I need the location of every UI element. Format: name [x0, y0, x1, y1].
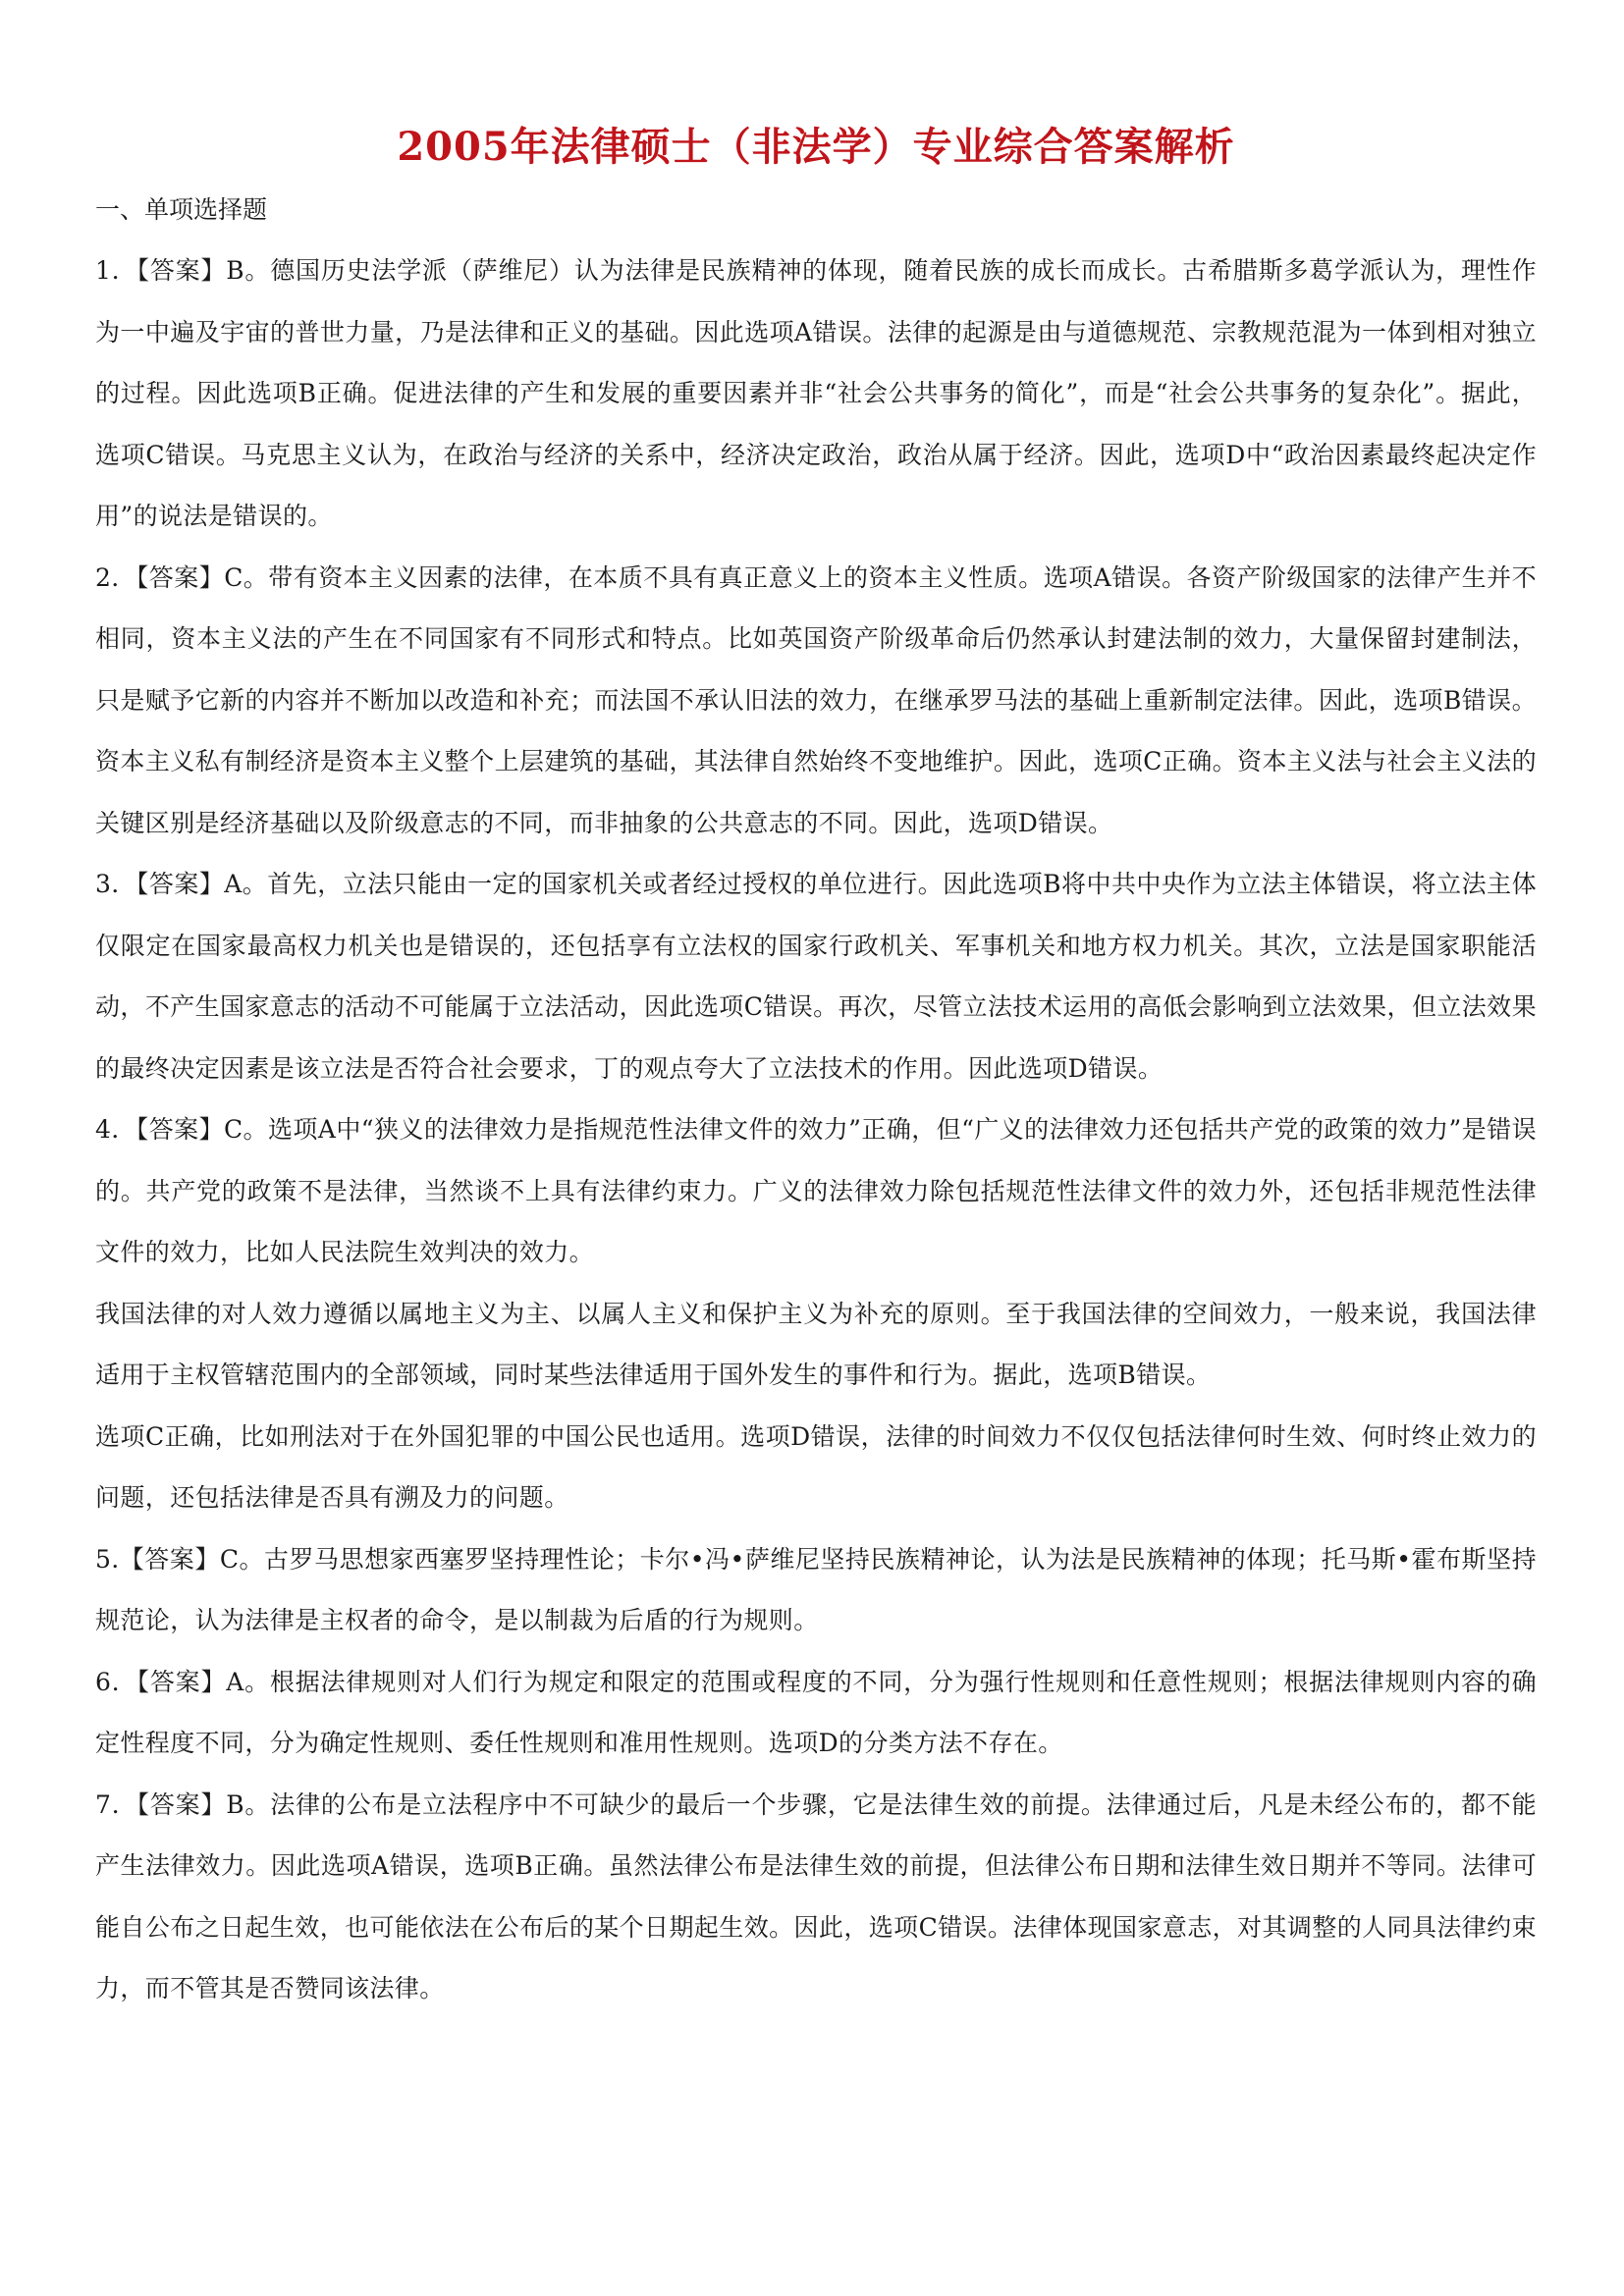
- document-page: [95, 118, 1537, 2020]
- answer-paragraph-4-continued-b: 选项C正确，比如刑法对于在外国犯罪的中国公民也适用。选项D错误，法律的时间效力不仅仅包括法律何时生效、何时终止效力的问题，还包括法律是否具有溯及力的问题。: [95, 1421, 1537, 1512]
- section-heading: 一、单项选择题: [95, 195, 268, 224]
- answer-paragraph-2: 2．【答案】C。带有资本主义因素的法律，在本质不具有真正意义上的资本主义性质。选项A错误。各资产阶级国家的法律产生并不相同，资本主义法的产生在不同国家有不同形式和特点。比如英国资产阶级革命后仍然承认封建法制的效力，大量保留封建制法，只是赋予它新的内容并不断加以改造和补充；而法国不承认旧法的效力，在继承罗马法的基础上重新制定法律。因此，选项B错误。资本主义私有制经济是资本主义整个上层建筑的基础，其法律自然始终不变地维护。因此，选项C正确。资本主义法与社会主义法的关键区别是经济基础以及阶级意志的不同，而非抽象的公共意志的不同。因此，选项D错误。: [95, 562, 1537, 837]
- answer-paragraph-6: 6．【答案】A。根据法律规则对人们行为规定和限定的范围或程度的不同，分为强行性规则和任意性规则；根据法律规则内容的确定性程度不同，分为确定性规则、委任性规则和准用性规则。选项D的分类方法不存在。: [95, 1667, 1537, 1757]
- answer-paragraph-4-continued-a: 我国法律的对人效力遵循以属地主义为主、以属人主义和保护主义为补充的原则。至于我国法律的空间效力，一般来说，我国法律适用于主权管辖范围内的全部领域，同时某些法律适用于国外发生的事件和行为。据此，选项B错误。: [95, 1299, 1537, 1389]
- answer-paragraph-7: 7．【答案】B。法律的公布是立法程序中不可缺少的最后一个步骤，它是法律生效的前提。法律通过后，凡是未经公布的，都不能产生法律效力。因此选项A错误，选项B正确。虽然法律公布是法律生效的前提，但法律公布日期和法律生效日期并不等同。法律可能自公布之日起生效，也可能依法在公布后的某个日期起生效。因此，选项C错误。法律体现国家意志，对其调整的人同具法律约束力，而不管其是否赞同该法律。: [95, 1789, 1537, 2002]
- answer-paragraph-4: 4．【答案】C。选项A中“狭义的法律效力是指规范性法律文件的效力”正确，但“广义的法律效力还包括共产党的政策的效力”是错误的。共产党的政策不是法律，当然谈不上具有法律约束力。广义的法律效力除包括规范性法律文件的效力外，还包括非规范性法律文件的效力，比如人民法院生效判决的效力。: [95, 1115, 1537, 1266]
- answer-paragraph-3: 3．【答案】A。首先，立法只能由一定的国家机关或者经过授权的单位进行。因此选项B将中共中央作为立法主体错误，将立法主体仅限定在国家最高权力机关也是错误的，还包括享有立法权的国家行政机关、军事机关和地方权力机关。其次，立法是国家职能活动，不产生国家意志的活动不可能属于立法活动，因此选项C错误。再次，尽管立法技术运用的高低会影响到立法效果，但立法效果的最终决定因素是该立法是否符合社会要求，丁的观点夸大了立法技术的作用。因此选项D错误。: [95, 870, 1537, 1083]
- document-title: 2005年法律硕士（非法学）专业综合答案解析: [397, 124, 1235, 170]
- answer-paragraph-5: 5.【答案】C。古罗马思想家西塞罗坚持理性论；卡尔•冯•萨维尼坚持民族精神论，认为法是民族精神的体现；托马斯•霍布斯坚持规范论，认为法律是主权者的命令，是以制裁为后盾的行为规则。: [95, 1544, 1537, 1634]
- answer-paragraph-1: 1．【答案】B。德国历史法学派（萨维尼）认为法律是民族精神的体现，随着民族的成长而成长。古希腊斯多葛学派认为，理性作为一中遍及宇宙的普世力量，乃是法律和正义的基础。因此选项A错误。法律的起源是由与道德规范、宗教规范混为一体到相对独立的过程。因此选项B正确。促进法律的产生和发展的重要因素并非“社会公共事务的简化”，而是“社会公共事务的复杂化”。据此，选项C错误。马克思主义认为，在政治与经济的关系中，经济决定政治，政治从属于经济。因此，选项D中“政治因素最终起决定作用”的说法是错误的。: [95, 256, 1537, 530]
